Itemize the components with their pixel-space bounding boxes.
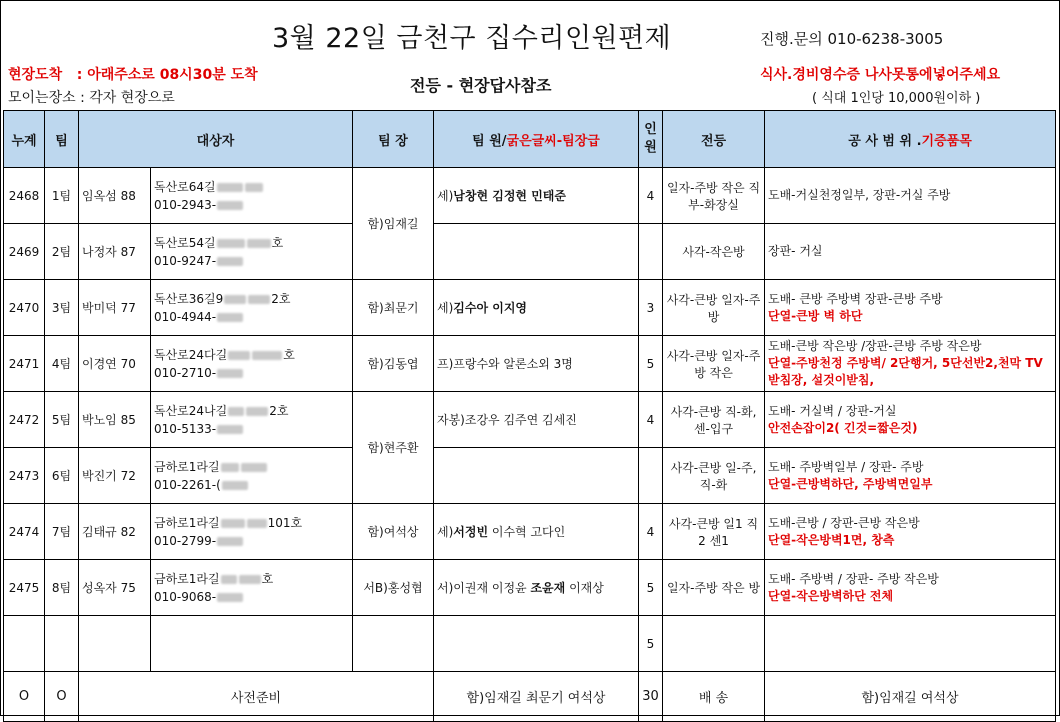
cell-name [79, 616, 151, 672]
cell-members [434, 560, 639, 616]
address-street: 금하로1라길 [154, 571, 220, 586]
address-line [154, 234, 349, 252]
cell-address [151, 560, 353, 616]
phone-number: 010-2943- [154, 197, 217, 212]
scope-work: 도배-거실천정일부, 장판-거실 주방 [768, 188, 951, 202]
col-scope [765, 111, 1056, 168]
cell-members [434, 168, 639, 224]
redacted-mark [217, 239, 245, 248]
cell-leader: 함)김동엽 [353, 336, 434, 392]
address-street: 독산로36길9 [154, 291, 224, 306]
cell-cumulative: 2471 [4, 336, 45, 392]
footer-delivery: 배 송 [663, 672, 765, 722]
cell-name: 박진기 72 [79, 448, 151, 504]
member-names: 서)이권재 이정윤 [437, 581, 531, 595]
table-row [4, 168, 1056, 224]
arrival-text: : 아래주소로 08시30분 도착 [76, 67, 258, 83]
col-count-b: 원 [644, 140, 657, 155]
scope-items: 단열-작은방벽1면, 창측 [768, 532, 895, 547]
cell-leader: 함)최문기 [353, 280, 434, 336]
redacted-mark [246, 407, 268, 416]
cell-count [639, 224, 663, 280]
col-team: 팀 [45, 111, 79, 168]
address-street: 금하로1라길 [154, 515, 220, 530]
address-street: 금하로1라길 [154, 459, 220, 474]
cell-address [151, 224, 353, 280]
address-line [154, 570, 349, 588]
table-row [4, 280, 1056, 336]
cell-address [151, 392, 353, 448]
table-header-row [4, 111, 1056, 168]
scope-work: 도배- 큰방 주방벽 장판-큰방 주방 [768, 291, 943, 306]
phone-line [154, 364, 349, 382]
scope-items: 단열-큰방 벽 하단 [768, 308, 863, 323]
redacted-mark [228, 407, 244, 416]
redacted-mark [252, 351, 282, 360]
cell-name: 김태규 82 [79, 504, 151, 560]
cell-leader [353, 616, 434, 672]
cell-electric: 일자-주방 작은 방 [663, 560, 765, 616]
col-electric: 전등 [663, 111, 765, 168]
cell-leader: 함)임재길 [353, 168, 434, 280]
cell-team: 1팀 [45, 168, 79, 224]
redacted-mark [217, 183, 243, 192]
cell-count: 5 [639, 336, 663, 392]
cell-team: 6팀 [45, 448, 79, 504]
phone-number: 010-9247- [154, 253, 217, 268]
address-line [154, 402, 349, 420]
member-names-rest: 이재상 [565, 581, 604, 595]
cell-team [45, 616, 79, 672]
address-suffix: 호 [283, 347, 295, 362]
scope-items: 단열-주방천정 주방벽/ 2단행거, 5단선반2,천막 TV받침장, 설것이받침, [768, 356, 1043, 387]
cell-count: 5 [639, 560, 663, 616]
cell-scope [765, 616, 1056, 672]
footer-total: 30 [639, 672, 663, 722]
address-suffix: 호 [271, 235, 284, 250]
redacted-mark [224, 295, 246, 304]
cell-electric: 일자-주방 작은 직부-화장실 [663, 168, 765, 224]
redacted-mark [221, 463, 239, 472]
cell-electric: 사각-큰방 일자-주방 [663, 280, 765, 336]
cell-count: 4 [639, 504, 663, 560]
address-suffix: 2호 [269, 403, 289, 418]
cell-address [151, 336, 353, 392]
page-title: 3월 22일 금천구 집수리인원편제 [272, 23, 672, 54]
redacted-mark [217, 257, 243, 266]
cell-cumulative: 2474 [4, 504, 45, 560]
member-names: 프)프랑수와 알론소외 3명 [437, 357, 573, 371]
cell-name: 박노임 85 [79, 392, 151, 448]
cell-team: 5팀 [45, 392, 79, 448]
scope-work: 도배-큰방 / 장판-큰방 작은방 [768, 515, 920, 530]
cell-scope [765, 504, 1056, 560]
col-scope-note: 기증품목 [921, 133, 972, 149]
address-line [154, 458, 349, 476]
phone-number: 010-2261-( [154, 477, 221, 492]
cell-cumulative: 2470 [4, 280, 45, 336]
phone-number: 010-2799- [154, 533, 217, 548]
cell-cumulative: 2475 [4, 560, 45, 616]
cell-address [151, 168, 353, 224]
phone-line [154, 196, 349, 214]
col-target: 대상자 [79, 111, 353, 168]
cell-name: 나정자 87 [79, 224, 151, 280]
cell-members [434, 504, 639, 560]
member-leader-names: 서정빈 [453, 525, 489, 539]
address-line [154, 346, 349, 364]
cell-address [151, 504, 353, 560]
cell-scope [765, 168, 1056, 224]
cell-leader: 함)현주환 [353, 392, 434, 504]
phone-line [154, 532, 349, 550]
scope-work: 도배- 주방벽일부 / 장판- 주방 [768, 459, 924, 474]
phone-number: 010-5133- [154, 421, 217, 436]
table-row [4, 336, 1056, 392]
col-members [434, 111, 639, 168]
cell-scope [765, 560, 1056, 616]
phone-number: 010-4944- [154, 309, 217, 324]
cell-team: 7팀 [45, 504, 79, 560]
cell-cumulative: 2472 [4, 392, 45, 448]
electric-note: 전등 - 현장답사참조 [410, 76, 552, 95]
cell-members [434, 448, 639, 504]
cell-electric: 사각-큰방 직-화, 센-입구 [663, 392, 765, 448]
address-street: 독산로54길 [154, 235, 216, 250]
col-count-a: 인 [644, 122, 657, 137]
cell-count: 4 [639, 168, 663, 224]
col-members-label: 팀 원/ [472, 133, 507, 149]
address-suffix: 101호 [267, 515, 303, 530]
address-line [154, 514, 349, 532]
cell-electric: 사각-큰방 일-주, 직-화 [663, 448, 765, 504]
cell-address [151, 616, 353, 672]
meal-subnote: ( 식대 1인당 10,000원이하 ) [812, 91, 981, 106]
table-row [4, 448, 1056, 504]
cell-electric: 사각-큰방 일자-주방 작은 [663, 336, 765, 392]
cell-count [639, 448, 663, 504]
redacted-mark [217, 593, 243, 602]
scope-work: 도배- 거실벽 / 장판-거실 [768, 403, 897, 418]
cell-electric: 사각-작은방 [663, 224, 765, 280]
member-names: 자봉)조강우 김주연 김세진 [437, 413, 577, 427]
cell-team: 2팀 [45, 224, 79, 280]
col-leader: 팀 장 [353, 111, 434, 168]
cell-scope [765, 448, 1056, 504]
redacted-mark [222, 481, 248, 490]
member-leader-names: 조윤재 [530, 581, 566, 595]
col-members-note: 굵은글씨-팀장급 [506, 133, 600, 149]
address-suffix: 호 [261, 571, 274, 586]
address-suffix: 2호 [271, 291, 291, 306]
footer-members: 함)임재길 최문기 여석상 [434, 672, 639, 722]
cell-scope [765, 336, 1056, 392]
scope-items: 단열-큰방벽하단, 주방벽면일부 [768, 476, 933, 491]
redacted-mark [245, 183, 263, 192]
cell-electric [663, 616, 765, 672]
address-street: 독산로24다길 [154, 347, 228, 362]
redacted-mark [248, 295, 270, 304]
arrival-label: 현장도착 [8, 67, 63, 83]
phone-line [154, 420, 349, 438]
arrival-note [8, 64, 258, 84]
member-leader-names: 김수아 이지영 [453, 301, 528, 315]
contact-info: 진행.문의 010-6238-3005 [760, 30, 944, 48]
cell-leader: 서B)홍성협 [353, 560, 434, 616]
redacted-mark [239, 575, 261, 584]
col-cumulative: 누계 [4, 111, 45, 168]
member-names: 세) [437, 189, 454, 203]
col-count [639, 111, 663, 168]
cell-name: 이경연 70 [79, 336, 151, 392]
scope-work: 도배-큰방 작은방 /장판-큰방 주방 작은방 [768, 339, 982, 353]
redacted-mark [217, 425, 243, 434]
table-row [4, 392, 1056, 448]
phone-line [154, 588, 349, 606]
phone-number: 010-2710- [154, 365, 217, 380]
member-names: 세) [437, 301, 454, 315]
redacted-mark [217, 201, 243, 210]
phone-number: 010-9068- [154, 589, 217, 604]
cell-cumulative [4, 616, 45, 672]
address-street: 독산로64길 [154, 179, 216, 194]
scope-items: 단열-작은방벽하단 전체 [768, 588, 894, 603]
col-scope-label: 공 사 범 위 . [848, 133, 922, 149]
cell-leader: 함)여석상 [353, 504, 434, 560]
staffing-table [3, 110, 1056, 722]
cell-cumulative: 2473 [4, 448, 45, 504]
redacted-mark [228, 351, 250, 360]
cell-name: 성옥자 75 [79, 560, 151, 616]
cell-count: 5 [639, 616, 663, 672]
scope-items: 안전손잡이2( 긴것=짧은것) [768, 420, 918, 435]
phone-line [154, 308, 349, 326]
address-line [154, 290, 349, 308]
cell-address [151, 280, 353, 336]
cell-scope [765, 224, 1056, 280]
cell-scope [765, 280, 1056, 336]
cell-scope [765, 392, 1056, 448]
member-leader-names: 남창현 김정현 민태준 [453, 189, 566, 203]
redacted-mark [247, 239, 271, 248]
cell-members [434, 392, 639, 448]
gather-note: 모이는장소 : 각자 현장으로 [8, 90, 175, 106]
redacted-mark [221, 575, 237, 584]
table-row [4, 224, 1056, 280]
meal-note: 식사.경비영수증 나사못통에넣어주세요 [760, 67, 1001, 83]
table-row [4, 560, 1056, 616]
cell-electric: 사각-큰방 일1 직2 센1 [663, 504, 765, 560]
redacted-mark [241, 463, 267, 472]
redacted-mark [217, 313, 243, 322]
cell-members [434, 224, 639, 280]
cell-cumulative: 2469 [4, 224, 45, 280]
scope-work: 도배- 주방벽 / 장판- 주방 작은방 [768, 571, 939, 586]
cell-name: 임옥섬 88 [79, 168, 151, 224]
cell-count: 4 [639, 392, 663, 448]
cell-address [151, 448, 353, 504]
address-line [154, 178, 349, 196]
footer-row [4, 672, 1056, 722]
scope-work: 장판- 거실 [768, 244, 823, 258]
redacted-mark [217, 537, 243, 546]
member-names-rest: 이수혁 고다인 [488, 525, 566, 539]
table-row [4, 504, 1056, 560]
phone-line [154, 252, 349, 270]
table-row [4, 616, 1056, 672]
redacted-mark [247, 519, 267, 528]
footer-c1: O [4, 672, 45, 722]
cell-members [434, 336, 639, 392]
cell-count: 3 [639, 280, 663, 336]
cell-members [434, 280, 639, 336]
footer-scope: 함)임재길 여석상 [765, 672, 1056, 722]
cell-name: 박미덕 77 [79, 280, 151, 336]
redacted-mark [217, 369, 243, 378]
phone-line [154, 476, 349, 494]
footer-prep: 사전준비 [79, 672, 434, 722]
cell-team: 8팀 [45, 560, 79, 616]
cell-cumulative: 2468 [4, 168, 45, 224]
cell-members [434, 616, 639, 672]
redacted-mark [221, 519, 245, 528]
address-street: 독산로24나길 [154, 403, 228, 418]
footer-c2: O [45, 672, 79, 722]
cell-team: 3팀 [45, 280, 79, 336]
cell-team: 4팀 [45, 336, 79, 392]
member-names: 세) [437, 525, 454, 539]
